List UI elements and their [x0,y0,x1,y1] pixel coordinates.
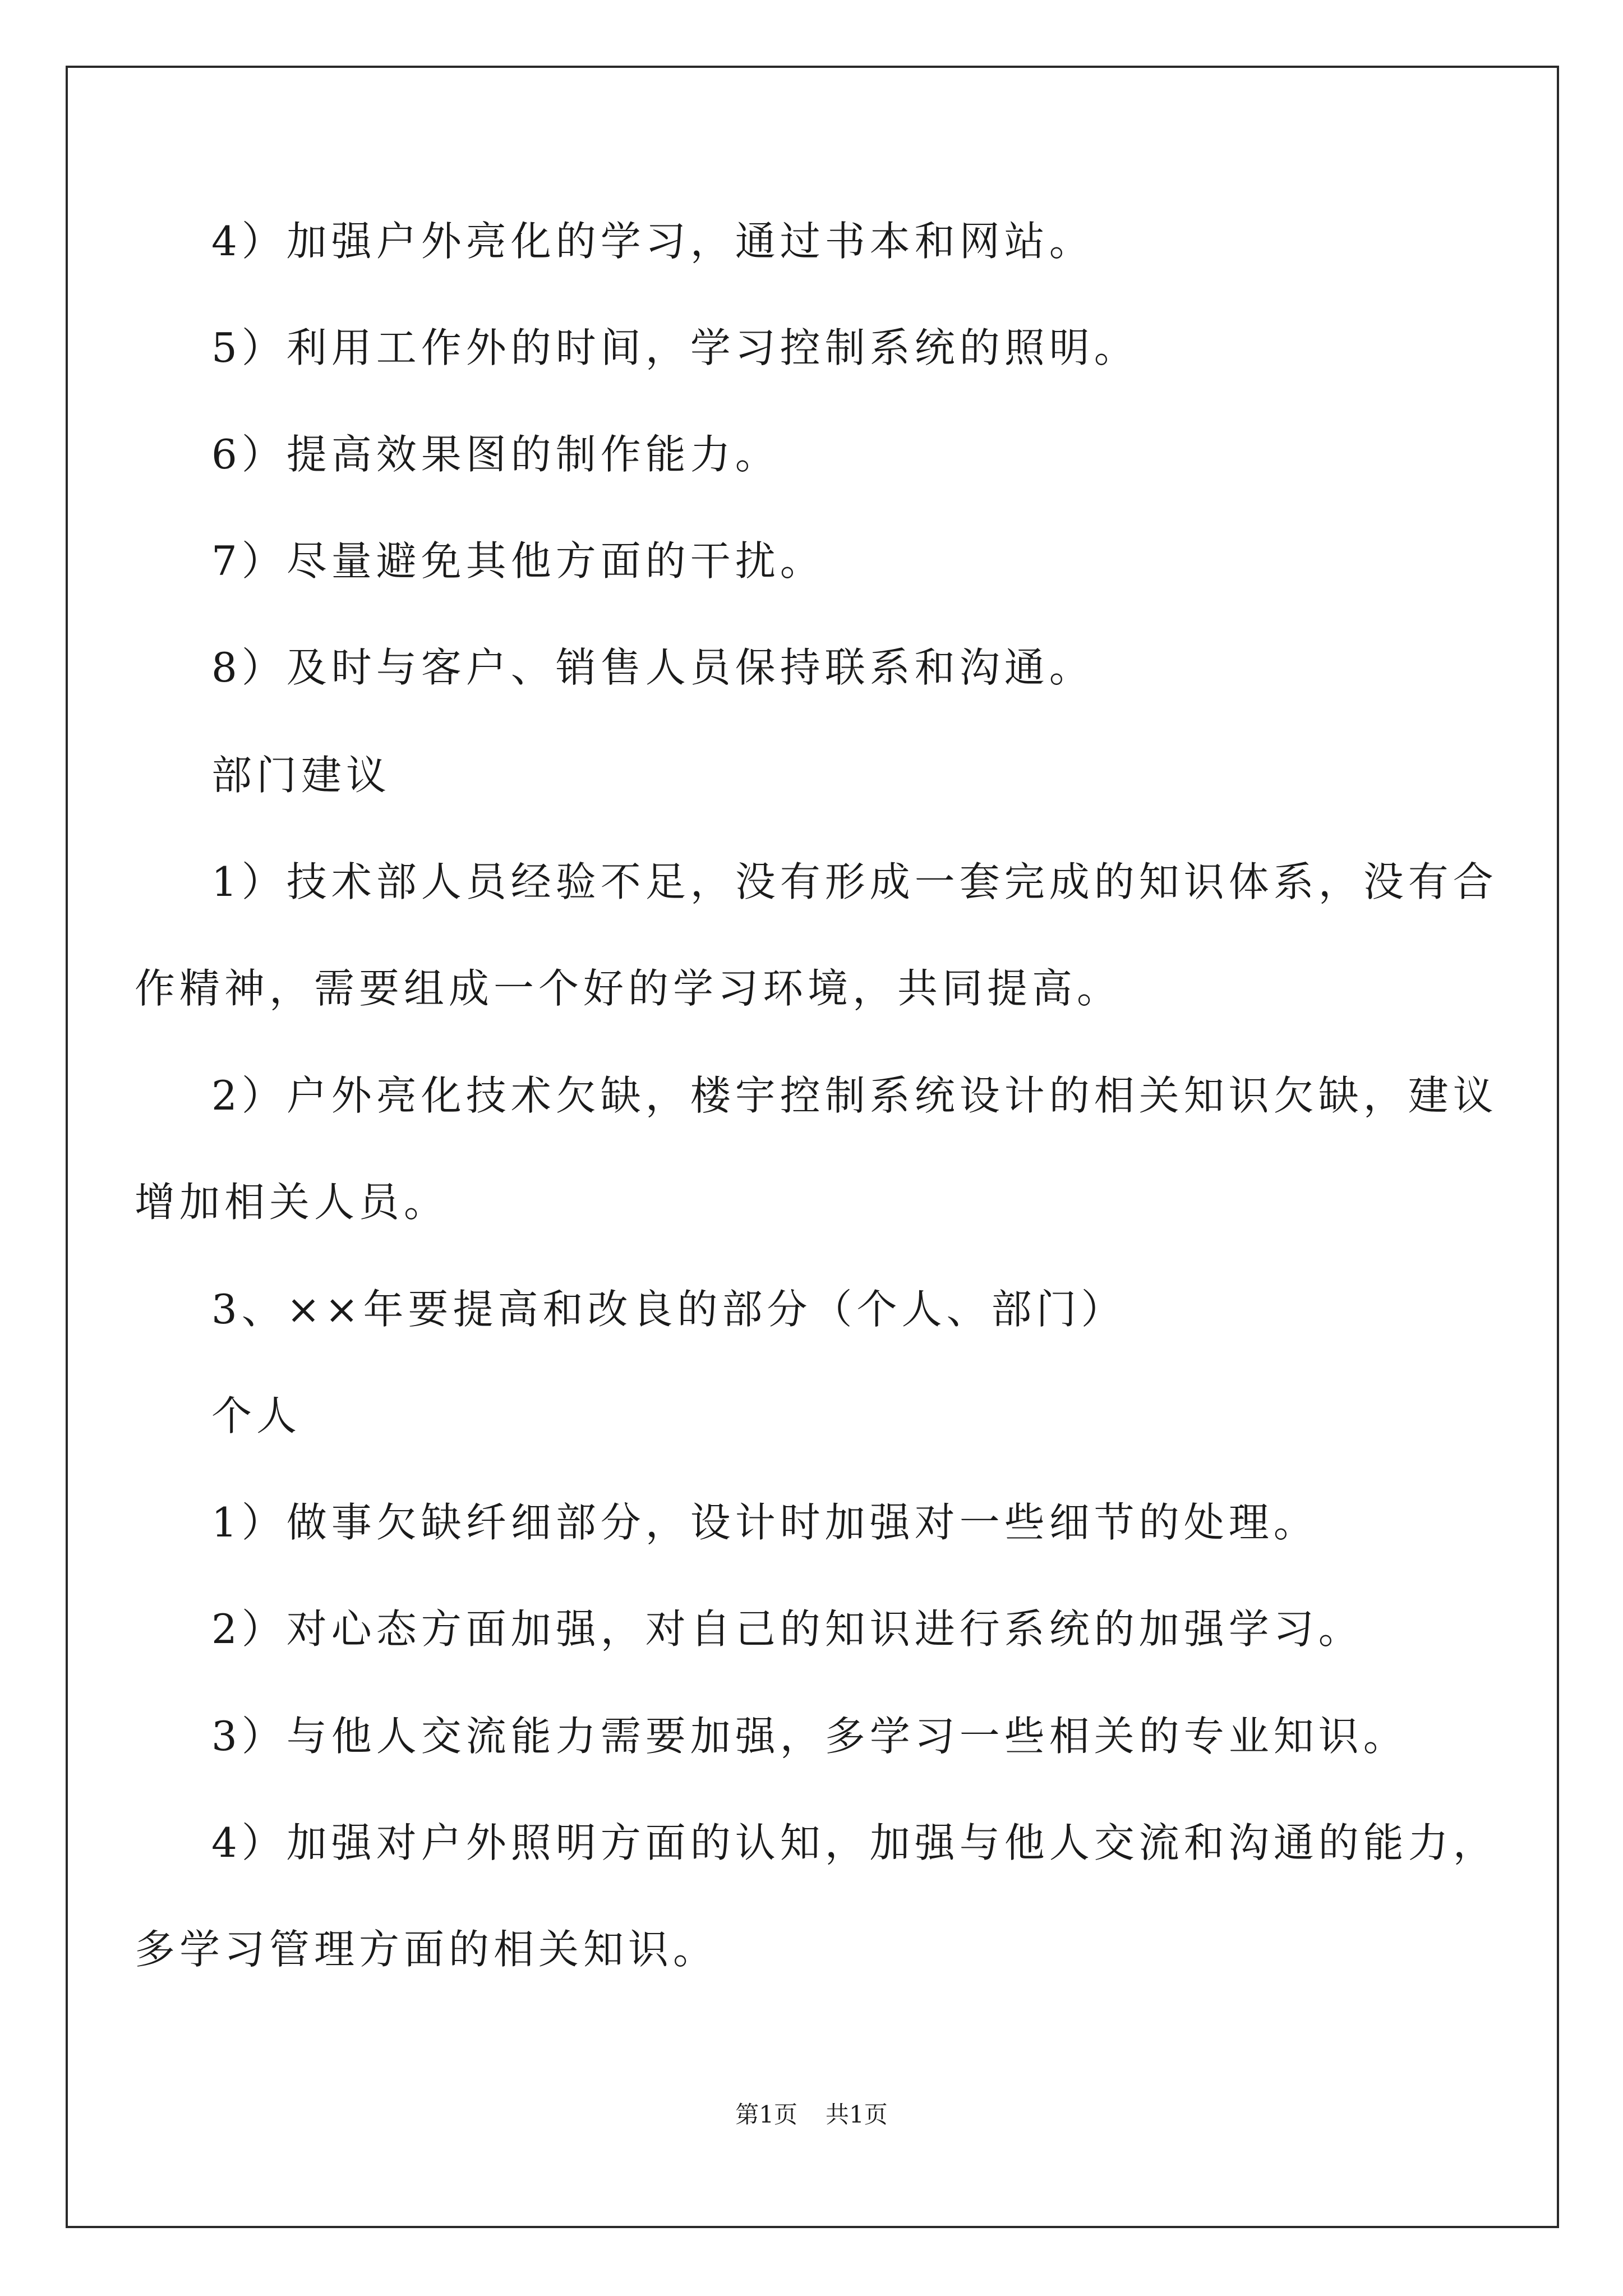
page-number-total: 共1页 [826,2101,888,2128]
paragraph-line: 1）技术部人员经验不足，没有形成一套完成的知识体系，没有合 [211,858,1498,905]
section-heading: 3、××年要提高和改良的部分（个人、部门） [211,1286,1126,1333]
paragraph-line: 作精神，需要组成一个好的学习环境，共同提高。 [135,965,1122,1012]
section-heading: 个人 [211,1392,302,1439]
page-border [66,66,1559,2228]
paragraph-line: 8）及时与客户、销售人员保持联系和沟通。 [211,644,1094,691]
paragraph-line: 6）提高效果图的制作能力。 [211,431,780,478]
paragraph-line: 3）与他人交流能力需要加强，多学习一些相关的专业知识。 [211,1713,1408,1760]
paragraph-line: 4）加强对户外照明方面的认知，加强与他人交流和沟通的能力， [211,1819,1498,1866]
paragraph-line: 2）对心态方面加强，对自己的知识进行系统的加强学习。 [211,1605,1363,1653]
section-heading: 部门建议 [211,752,391,799]
paragraph-line: 多学习管理方面的相关知识。 [135,1926,718,1973]
paragraph-line: 2）户外亮化技术欠缺，楼宇控制系统设计的相关知识欠缺，建议 [211,1072,1498,1119]
paragraph-line: 4）加强户外亮化的学习，通过书本和网站。 [211,218,1094,265]
page-footer [0,2098,1623,2132]
page-number-current: 第1页 [735,2101,797,2128]
paragraph-line: 5）利用工作外的时间，学习控制系统的照明。 [211,324,1139,371]
paragraph-line: 增加相关人员。 [135,1179,449,1226]
paragraph-line: 1）做事欠缺纤细部分，设计时加强对一些细节的处理。 [211,1499,1318,1546]
paragraph-line: 7）尽量避免其他方面的干扰。 [211,537,825,585]
